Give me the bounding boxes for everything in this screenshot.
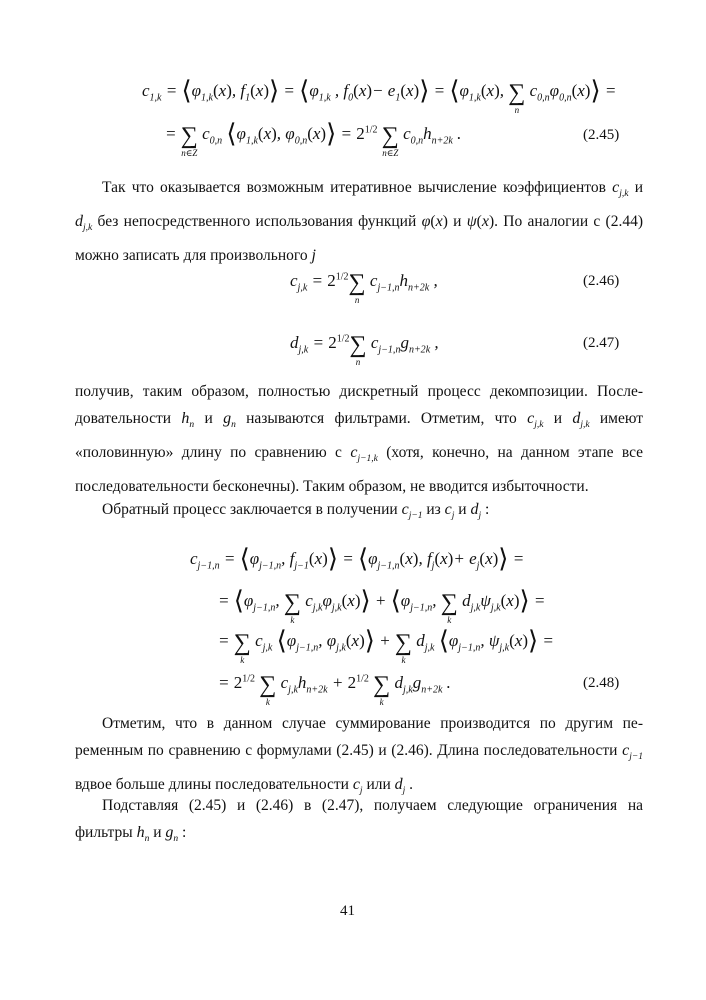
- paragraph-3: Обратный процесс заключается в получении $c_{j-1}$ из $c_j$ и $d_j$ :: [102, 501, 490, 522]
- equation-2-46: $c_{j,k} = 2^{1/2}\sum$ n $c_{j-1,n}h_{n+2k}$ ,: [290, 269, 438, 305]
- conjunction: и: [153, 824, 162, 841]
- paragraph-2-text-a: получив, таким образом, полностью дискретный процесс декомпозиции. Последовательности: [75, 383, 643, 427]
- paragraph-5-text-a: Подставляя (2.45) и (2.46) в (2.47), получаем следующие ограничения на фильтры: [75, 797, 643, 841]
- paragraph-1-text-b: без непосредственного использования функций: [97, 213, 417, 231]
- paragraph-2-text-d: (хотя, конечно, на данном этапе все последовательности бесконечны). Таким образом, не вводится избыточности.: [75, 444, 644, 496]
- equation-2-45-line-2: = ∑ n∈Z $c_{0,n}$ $⟨\varphi_{1,k}(x)$, $\varphi_{0,n}(x)⟩ = 2^{1/2}$ ∑ n∈Z $c_{0,n}h_{n+2k}$ .: [165, 119, 462, 158]
- paragraph-2: получив, таким образом, полностью дискретный процесс декомпозиции. Последовательности $h_n$ и $g_n$ называются фильтрами. Отметим, что $c_{j,k}$ и $d_{j,k}$ имеют «половинную» длину по сравнению с $c_{j-1,k}$ (хотя, конечно, на данном этапе все последовательности бесконечны). Таким образом, не вводится избыточности.: [75, 383, 644, 496]
- paragraph-1-text-c: . По аналогии с (2.44) можно записать для произвольного: [75, 213, 644, 265]
- equation-2-45-line-1: $c_{1,k}$ = $⟨\varphi_{1,k}(x)$, $f_1(x)⟩$ = $⟨\varphi_{1,k}$ , $f_0(x)-$ $e_1(x)⟩$ = $⟨\varphi_{1,k}(x)$, ∑ n $c_{0,n}\varphi_{0,n}(x)⟩$ =: [142, 76, 617, 115]
- page-number: 41: [340, 903, 355, 919]
- paragraph-3-text-b: из: [426, 501, 441, 518]
- paragraph-5: Подставляя (2.45) и (2.46) в (2.47), получаем следующие ограничения на фильтры $h_n$ и $g_n$ :: [75, 797, 643, 845]
- paragraph-3-text-a: Обратный процесс заключается в получении: [102, 501, 398, 518]
- equation-number-2-47: (2.47): [583, 335, 620, 351]
- conjunction: и: [458, 501, 467, 518]
- equation-2-47: $d_{j,k} = 2^{1/2}\sum$ n $c_{j-1,n}g_{n+2k}$ ,: [290, 331, 439, 367]
- paragraph-1-text-a: Так что оказывается возможным итеративное вычисление коэффициентов: [102, 179, 606, 196]
- equation-number-2-48: (2.48): [583, 675, 620, 691]
- paragraph-4-text-b: вдвое больше длины последовательности: [75, 776, 349, 794]
- conjunction: и: [204, 410, 213, 427]
- paragraph-4-text-c: или: [366, 776, 391, 794]
- conjunction: и: [453, 213, 462, 231]
- conjunction: и: [553, 410, 563, 427]
- equation-number-2-45: (2.45): [583, 127, 620, 143]
- paragraph-4-text-a: Отметим, что в данном случае суммирование производится по другим переменным по сравнению с формулами (2.45) и (2.46). Длина последовательности: [75, 715, 643, 759]
- equation-2-48-line-4: = $2^{1/2}$ ∑ k $c_{j,k}h_{n+2k} + 2^{1/2}$ ∑ k $d_{j,k}g_{n+2k}$ .: [218, 671, 451, 707]
- conjunction: и: [634, 179, 644, 196]
- paragraph-2-text-b: называются фильтрами. Отметим, что: [246, 410, 517, 427]
- paragraph-4: Отметим, что в данном случае суммирование производится по другим переменным по сравнению с формулами (2.45) и (2.46). Длина последовательности $c_{j-1}$ вдвое больше длины последовательности $c_j$ или $d_j$ .: [75, 715, 644, 797]
- equation-number-2-46: (2.46): [583, 273, 620, 289]
- equation-2-48-line-2: = $⟨\varphi_{j-1,n}$, ∑ k $c_{j,k}\varphi_{j,k}(x)⟩$ + $⟨\varphi_{j-1,n}$, ∑ k $d_{j,k}\psi_{j,k}(x)⟩$ =: [218, 586, 546, 625]
- paragraph-1: Так что оказывается возможным итеративное вычисление коэффициентов $c_{j,k}$ и $d_{j,k}$ без непосредственного использования функций φ(x) и ψ(x). По аналогии с (2.44) можно записать для произвольного j: [75, 179, 644, 265]
- paragraph-2-text-c: имеют «половинную» длину по сравнению с: [75, 410, 644, 462]
- equation-2-48-line-3: = ∑ k $c_{j,k}$ $⟨\varphi_{j-1,n}$, $\varphi_{j,k}(x)⟩$ + ∑ k $d_{j,k}$ $⟨\varphi_{j-1,n}$, $\psi_{j,k}(x)⟩$ =: [218, 626, 554, 665]
- equation-2-48-line-1: $c_{j-1,n}$ = $⟨\varphi_{j-1,n}$, $f_{j-1}(x)⟩$ = $⟨\varphi_{j-1,n}(x)$, $f_j(x)+$ $e_j(x)⟩$ =: [190, 544, 525, 573]
